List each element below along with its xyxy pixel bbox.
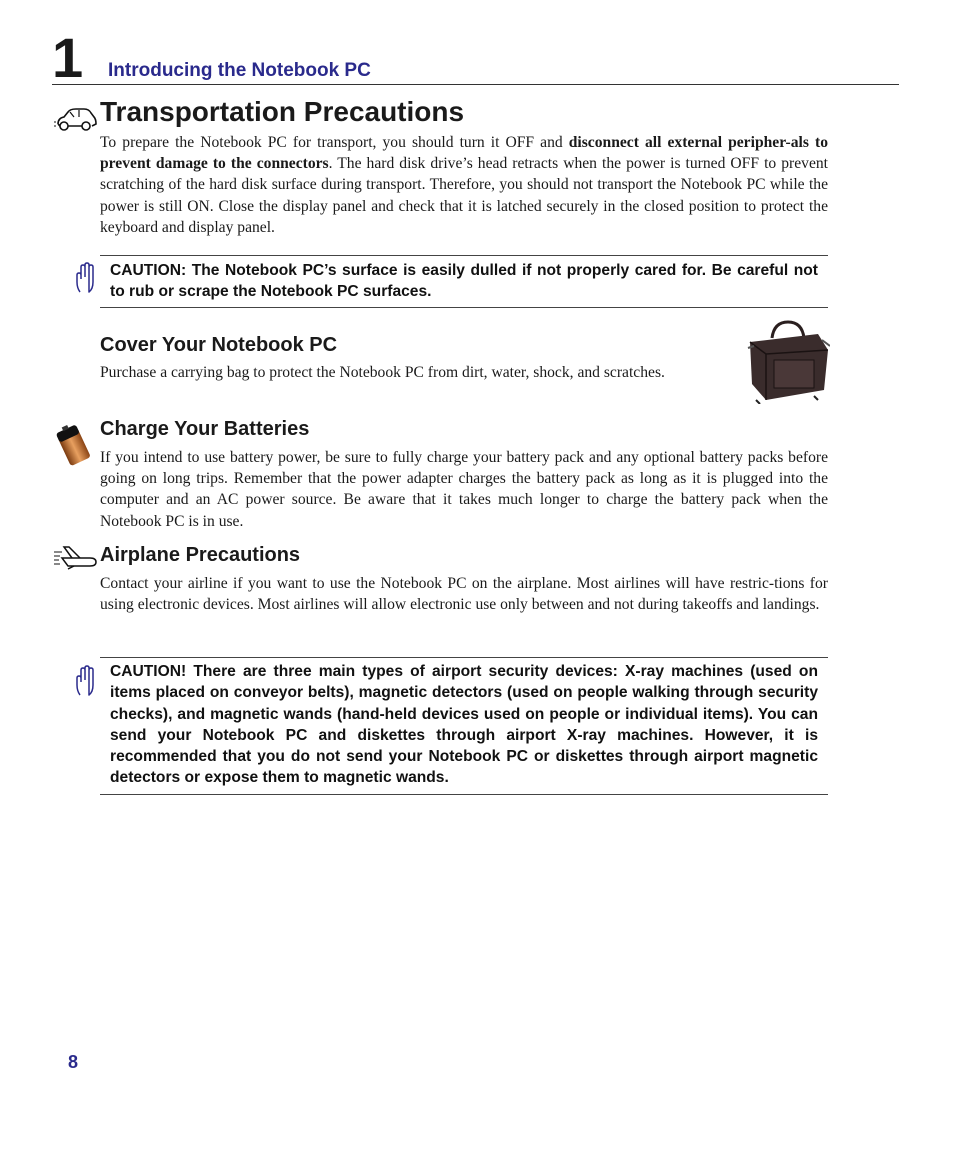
airplane-paragraph: Contact your airline if you want to use the Notebook PC on the airplane. Most airlines will have restric-tions for using electronic devices. Most airlines will allow electronic use only between and not during takeoffs and landings. (100, 575, 828, 614)
caution-text-airport: CAUTION! There are three main types of airport security devices: X-ray machines (used on items placed on conveyor belts), magnetic detectors (used on people walking through security checks), and magnetic wands (hand-held devices used on people or individual items). You can send your Notebook PC and diskettes through airport X-ray machines. However, it is recommended that you do not send your Notebook PC or diskettes through airport magnetic detectors or expose them to magnetic wands. (110, 663, 818, 787)
airplane-icon (54, 544, 98, 570)
page-title: Transportation Precautions (100, 96, 465, 127)
header-divider (52, 84, 899, 85)
chapter-title: Introducing the Notebook PC (108, 60, 371, 81)
intro-paragraph (100, 132, 828, 238)
batteries-paragraph: If you intend to use battery power, be sure to fully charge your battery pack and any optional battery packs before going on long trips. Remember that the power adapter charges the battery pack as long as it is plugged into the computer and an AC power source. Be aware that it takes much longer to charge the battery pack when the Notebook PC is in use. (100, 449, 828, 530)
caution-box (100, 255, 828, 308)
carrying-bag-icon (744, 320, 830, 404)
page-number: 8 (68, 1052, 79, 1072)
battery-icon (54, 422, 98, 466)
caution-box-airport (100, 657, 828, 795)
chapter-number: 1 (52, 26, 84, 89)
airplane-heading: Airplane Precautions (100, 544, 301, 566)
intro-text-bold: disconnect all external peripher-als to prevent damage to the connectors (100, 134, 828, 173)
hand-caution-icon (74, 665, 98, 697)
caution-text: CAUTION: The Notebook PC’s surface is easily dulled if not properly cared for. Be careful not to rub or scrape the Notebook PC surfaces. (110, 262, 818, 301)
hand-caution-icon (74, 262, 98, 294)
cover-paragraph: Purchase a carrying bag to protect the Notebook PC from dirt, water, shock, and scratches. (100, 364, 665, 381)
cover-heading: Cover Your Notebook PC (100, 334, 338, 356)
intro-text-start: To prepare the Notebook PC for transport, you should turn it OFF and (100, 134, 569, 151)
batteries-heading: Charge Your Batteries (100, 418, 310, 440)
intro-text-end: . The hard disk drive’s head retracts when the power is turned OFF to prevent scratching of the hard disk surface during transport. Therefore, you should not transport the Notebook PC while the power is still ON. Close the display panel and check that it is latched securely in the closed position to protect the keyboard and display panel. (100, 155, 828, 236)
car-icon (54, 104, 98, 134)
